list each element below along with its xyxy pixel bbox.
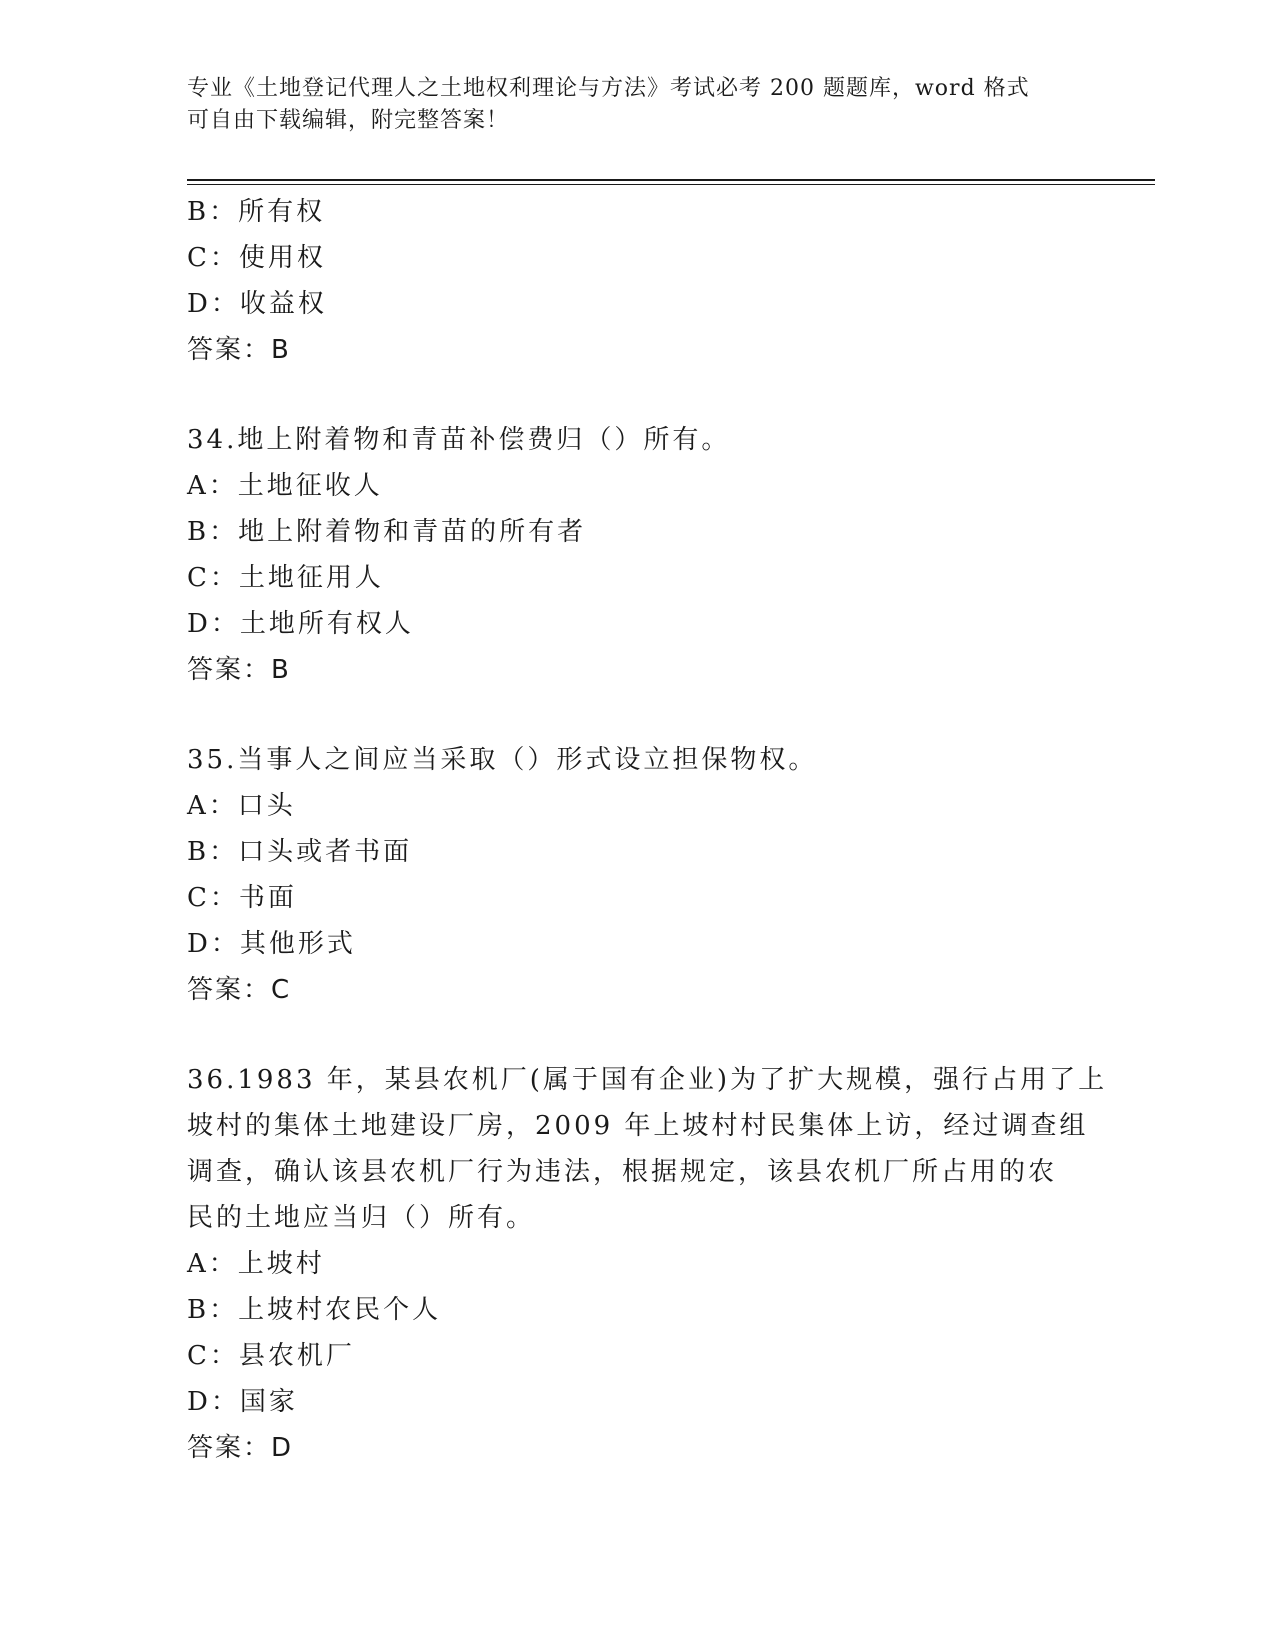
option-a: A：口头 <box>187 791 296 821</box>
question-stem-line-4: 民的土地应当归（）所有。 <box>187 1203 536 1233</box>
option-c: C：使用权 <box>187 243 326 273</box>
option-d: D：国家 <box>187 1387 298 1417</box>
answer-line: 答案：B <box>187 335 291 365</box>
option-c: C：县农机厂 <box>187 1341 355 1371</box>
option-b: B：口头或者书面 <box>187 837 413 867</box>
question-stem-line-2: 坡村的集体土地建设厂房，2009 年上坡村村民集体上访，经过调查组 <box>187 1111 1089 1141</box>
option-b: B：上坡村农民个人 <box>187 1295 442 1325</box>
header-line-1: 专业《土地登记代理人之土地权利理论与方法》考试必考 200 题题库，word 格式 <box>187 76 1030 101</box>
question-33 <box>187 189 1087 373</box>
answer-line: 答案：D <box>187 1433 294 1463</box>
option-d: D：其他形式 <box>187 929 356 959</box>
option-a: A：土地征收人 <box>187 471 383 501</box>
option-c: C：土地征用人 <box>187 563 384 593</box>
question-list <box>187 189 1108 1471</box>
option-a: A：上坡村 <box>187 1249 325 1279</box>
option-d: D：土地所有权人 <box>187 609 414 639</box>
option-b: B：地上附着物和青苗的所有者 <box>187 517 587 547</box>
option-d: D：收益权 <box>187 289 327 319</box>
header-divider-thin <box>187 184 1155 185</box>
option-b: B：所有权 <box>187 197 326 227</box>
answer-line: 答案：C <box>187 975 292 1005</box>
question-36 <box>187 1057 1108 1471</box>
header-divider-thick <box>187 179 1155 181</box>
document-header <box>187 73 1087 137</box>
question-stem-line-3: 调查，确认该县农机厂行为违法，根据规定，该县农机厂所占用的农 <box>187 1157 1058 1187</box>
question-stem: 34.地上附着物和青苗补偿费归（）所有。 <box>187 425 731 455</box>
question-34 <box>187 417 1087 693</box>
answer-line: 答案：B <box>187 655 291 685</box>
question-35 <box>187 737 1087 1013</box>
option-c: C：书面 <box>187 883 297 913</box>
question-stem: 35.当事人之间应当采取（）形式设立担保物权。 <box>187 745 818 775</box>
header-line-2: 可自由下载编辑，附完整答案！ <box>187 108 510 133</box>
question-stem-line-1: 36.1983 年，某县农机厂(属于国有企业)为了扩大规模，强行占用了上 <box>187 1065 1108 1095</box>
